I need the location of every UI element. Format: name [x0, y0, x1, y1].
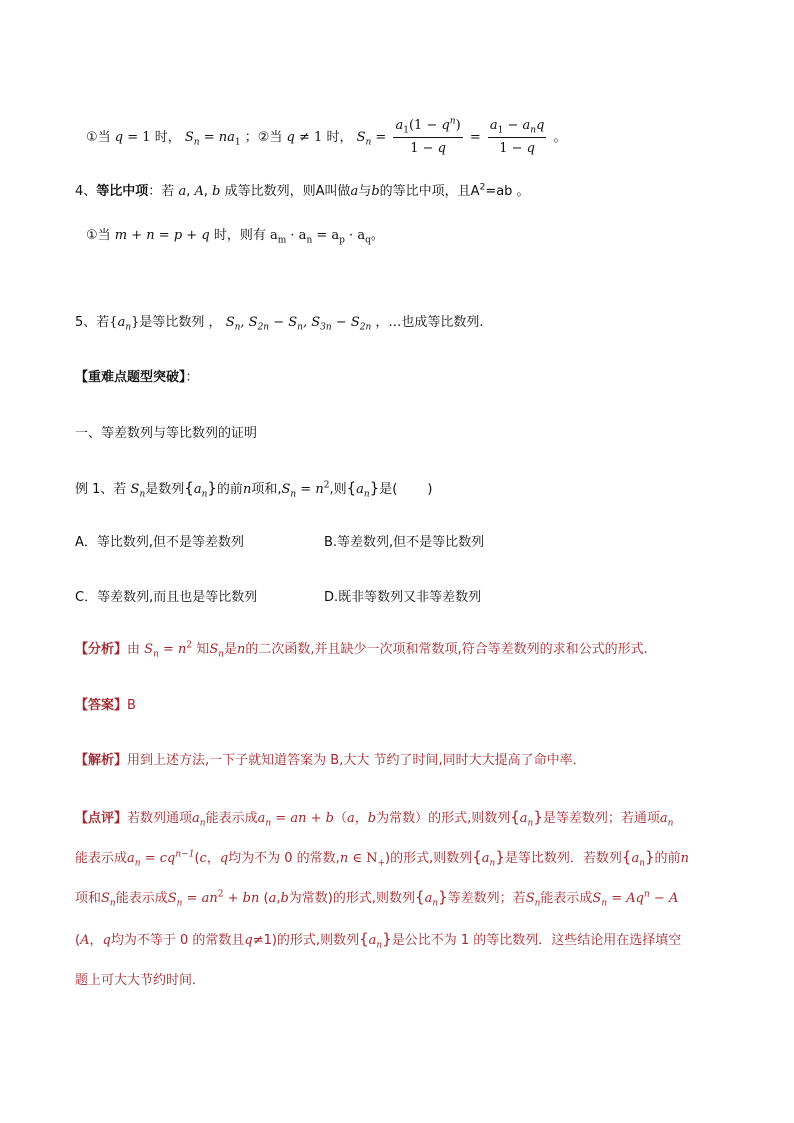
- answer-value: B: [127, 698, 136, 713]
- comment-line-1: 【点评】若数列通项$a_n$能表示成$a_n$ = an + b（a，b为常数）的形式,则数列$\{a_n\}$是等差数列；若通项$a_n$: [75, 808, 674, 829]
- option-b[interactable]: B.等差数列,但不是等比数列: [324, 535, 485, 550]
- case2-label: ；②当: [244, 130, 283, 145]
- sum-formula-line: ①当 q = 1 时， $S_n = na_1$ ；②当 q ≠ 1 时， $S_n$ = $\frac{a_1(1 - q^n)}{1 - q}$ = $\frac{a_1 - a_nq}{1 - q}$ 。: [86, 116, 567, 159]
- fraction-1: $\frac{a_1(1 - q^n)}{1 - q}$: [395, 116, 461, 156]
- case1-label: ①当: [86, 130, 111, 145]
- item-4-geometric-mean: 4、等比中项：若 a, A, b 成等比数列，则A叫做a与b的等比中项，且$A^2=ab$ 。: [75, 182, 530, 199]
- comment-line-3: 项和$S_n$能表示成$S_n = an^2$ + bn (a,b为常数)的形式,则数列$\{a_n\}$等差数列；若$S_n$能表示成$S_n = Aq^n - A$: [75, 888, 679, 909]
- math-sn-2: $S_n$: [356, 130, 372, 148]
- math-q-eq-1: q: [114, 130, 124, 145]
- case1-when: 时，: [154, 130, 181, 145]
- comment-line-5: 题上可大大节约时间．: [75, 973, 206, 988]
- math-sn-1: $S_n$: [184, 130, 200, 148]
- analysis-block: 【分析】由 $S_n = n^2$ 知$S_n$是n的二次函数,并且缺少一次项和常数项,符合等差数列的求和公式的形式.: [75, 640, 648, 660]
- comment-line-2: 能表示成$a_n = cq^{n-1}(c$，q均为不为 0 的常数,n ∈ $N_+$)的形式,则数列$\{a_n\}$是等比数列．若数列$\{a_n\}$的前n: [75, 848, 689, 869]
- option-c[interactable]: C．等差数列,而且也是等比数列: [75, 590, 258, 605]
- option-d[interactable]: D.既非等数列又非等差数列: [324, 590, 482, 605]
- comment-label: 【点评】: [75, 811, 128, 826]
- option-a[interactable]: A．等比数列,但不是等差数列: [75, 535, 245, 550]
- term-geometric-mean: 等比中项: [96, 184, 149, 199]
- subsection-title: 一、等差数列与等比数列的证明: [75, 426, 258, 441]
- explanation-label: 【解析】: [75, 753, 128, 768]
- comment-line-4: (A，q均为不等于 0 的常数且q≠1)的形式,则数列$\{a_n\}$是公比不为 1 的等比数列．这些结论用在选择填空: [75, 930, 682, 951]
- answer-block: [75, 696, 136, 716]
- explanation-block: 【解析】用到上述方法,一下子就知道答案为 B,大大 节约了时间,同时大大提高了命中率．: [75, 753, 586, 768]
- analysis-label: 【分析】: [75, 642, 128, 657]
- answer-label: 【答案】: [75, 698, 128, 713]
- section-title: 【重难点题型突破】：: [75, 370, 199, 385]
- item-5-partial-sums: 5、若$\{a_n\}$是等比数列 ， $S_n$, $S_{2n} - S_n$, $S_{3n} - S_{2n}$ ，…也成等比数列.: [75, 315, 484, 333]
- item-4-property: ①当 m + n = p + q 时，则有 $a_m \cdot a_n = a_p \cdot a_q$。: [86, 228, 384, 246]
- fraction-2: $\frac{a_1 - a_nq}{1 - q}$: [489, 118, 545, 156]
- example-1-question: 例 1、若 $S_n$是数列$\{a_n\}$的前n项和$,S_n = n^2$,则$\{a_n\}$是( ): [75, 479, 433, 500]
- case2-when: 时，: [326, 130, 353, 145]
